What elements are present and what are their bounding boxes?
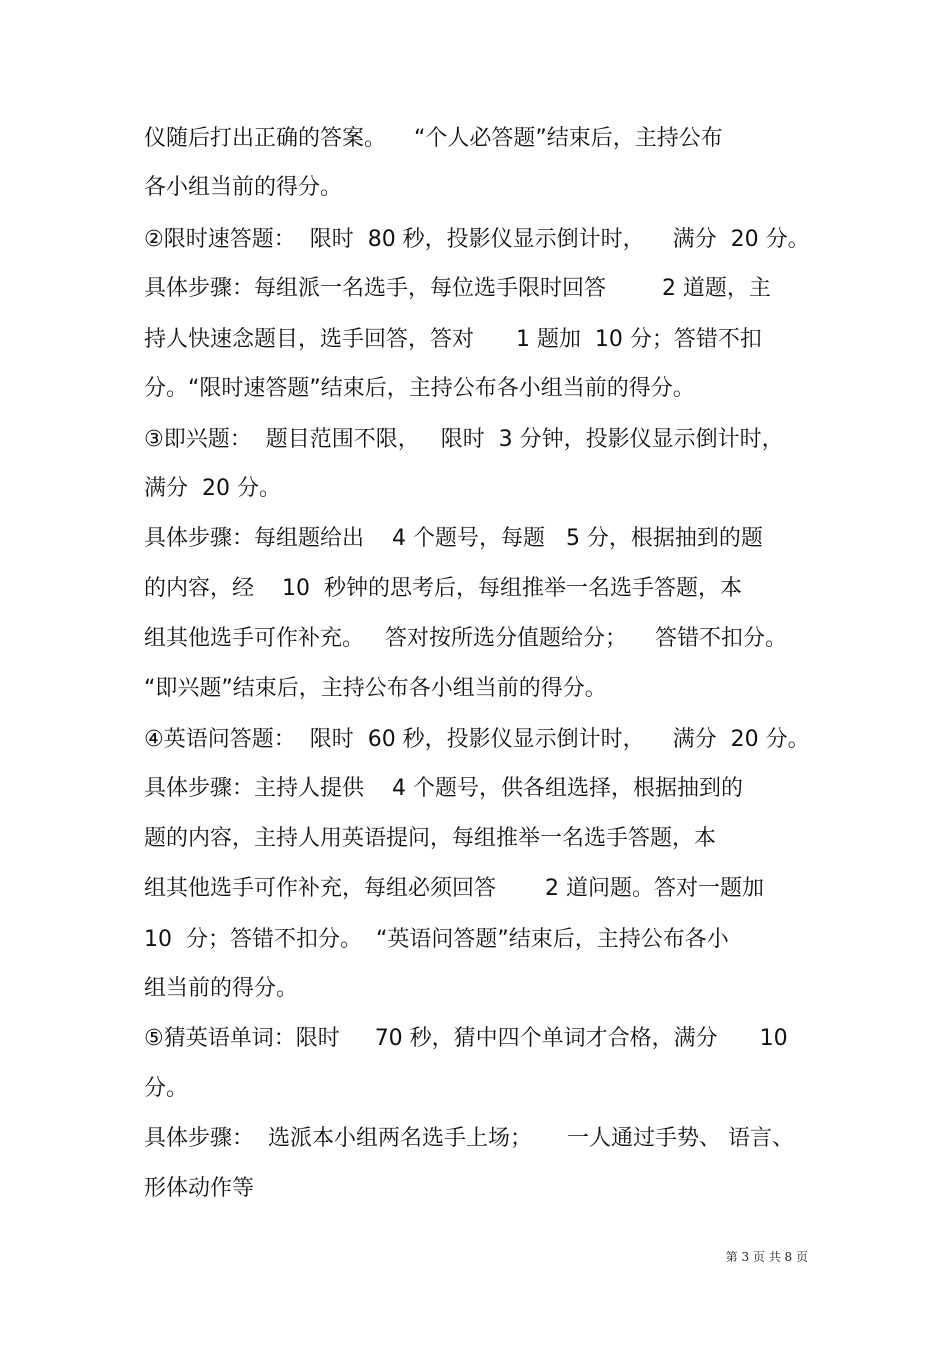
text-line-2: 各小组当前的得分。 — [144, 175, 343, 200]
text-line-8: 满分 20 分。 — [144, 476, 281, 501]
text-line-7: ③即兴题： 题目范围不限， 限时 3 分钟，投影仪显示倒计时， — [144, 427, 784, 452]
page-number: 第 3 页 共 8 页 — [725, 1250, 808, 1264]
text-line-17: 10 分；答错不扣分。 “英语问答题”结束后，主持公布各小 — [144, 927, 729, 952]
text-line-18: 组当前的得分。 — [144, 976, 299, 1001]
text-line-9: 具体步骤：每组题给出 4 个题号，每题 5 分，根据抽到的题 — [144, 526, 763, 551]
text-line-11: 组其他选手可作补充。 答对按所选分值题给分； 答错不扣分。 — [144, 626, 787, 651]
text-line-15: 题的内容，主持人用英语提问，每组推举一名选手答题，本 — [144, 826, 717, 851]
text-line-16: 组其他选手可作补充，每组必须回答 2 道问题。答对一题加 — [144, 876, 764, 901]
text-line-5: 持人快速念题目，选手回答，答对 1 题加 10 分；答错不扣 — [144, 327, 762, 352]
text-line-22: 形体动作等 — [144, 1176, 255, 1201]
text-line-14: 具体步骤：主持人提供 4 个题号，供各组选择，根据抽到的 — [144, 776, 743, 801]
text-line-10: 的内容，经 10 秒钟的思考后，每组推举一名选手答题，本 — [144, 576, 742, 601]
text-line-19: ⑤猜英语单词：限时 70 秒，猜中四个单词才合格，满分 10 — [144, 1026, 788, 1051]
text-line-13: ④英语问答题： 限时 60 秒，投影仪显示倒计时， 满分 20 分。 — [144, 727, 810, 752]
text-line-12: “即兴题”结束后，主持公布各小组当前的得分。 — [144, 676, 607, 701]
text-line-4: 具体步骤：每组派一名选手，每位选手限时回答 2 道题，主 — [144, 276, 771, 301]
text-line-6: 分。“限时速答题”结束后，主持公布各小组当前的得分。 — [144, 376, 695, 401]
text-line-1: 仪随后打出正确的答案。 “个人必答题”结束后，主持公布 — [144, 126, 723, 151]
text-line-3: ②限时速答题： 限时 80 秒，投影仪显示倒计时， 满分 20 分。 — [144, 227, 810, 252]
text-line-20: 分。 — [144, 1076, 189, 1101]
text-line-21: 具体步骤： 选派本小组两名选手上场； 一人通过手势、 语言、 — [144, 1126, 794, 1151]
